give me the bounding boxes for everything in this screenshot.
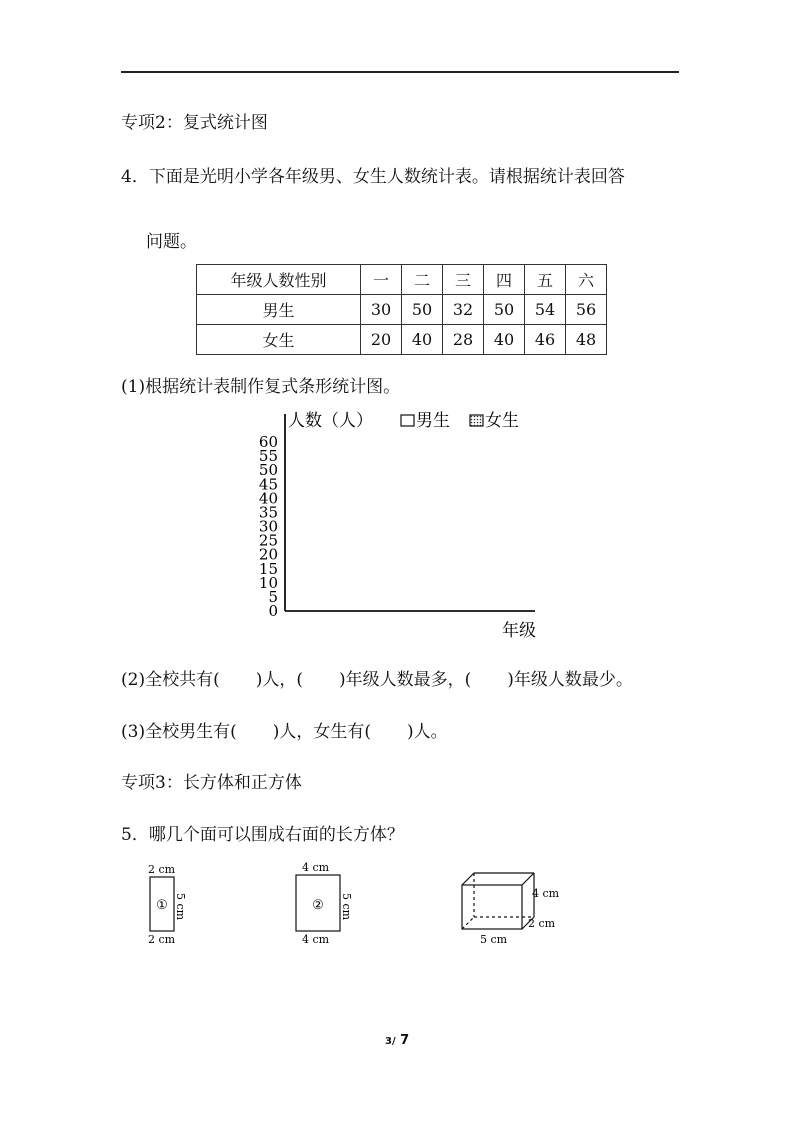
y-tick-label: 35 [258, 503, 278, 522]
fig2-side-label: 5 cm [340, 893, 353, 921]
y-tick-label: 25 [258, 531, 278, 550]
x-axis-label: 年级 [502, 621, 536, 641]
subquestion-3-part: )人，女生有( [272, 722, 371, 742]
y-tick-label: 55 [258, 447, 278, 466]
fig1-mark: ① [156, 898, 168, 913]
legend-label-boys: 男生 [416, 411, 450, 431]
question4-text-cont: 问题。 [146, 232, 197, 252]
fig2-top-label: 4 cm [302, 861, 330, 874]
question5-text: 5．哪几个面可以围成右面的长方体？ [121, 825, 404, 845]
table-header-label: 年级人数性别 [197, 265, 361, 295]
fig1-top-label: 2 cm [148, 863, 176, 876]
fig1-bottom-label: 2 cm [148, 933, 176, 946]
blank-bar-chart [230, 400, 560, 650]
y-tick-label: 20 [258, 545, 278, 564]
grade-header: 五 [525, 265, 566, 295]
y-tick-labels [259, 433, 278, 620]
fig1-side-label: 5 cm [174, 893, 187, 921]
face-figure-1 [148, 863, 187, 946]
row-label: 男生 [197, 295, 361, 325]
table-cell: 40 [402, 325, 443, 355]
grade-header: 四 [484, 265, 525, 295]
subquestion-3-part: (3)全校男生有( [121, 722, 237, 742]
y-tick-label: 15 [258, 559, 278, 578]
table-row [197, 325, 607, 355]
y-tick-label: 50 [258, 461, 278, 480]
legend-swatch-girls [470, 415, 483, 426]
table-cell: 46 [525, 325, 566, 355]
grade-header: 三 [443, 265, 484, 295]
subquestion-3 [121, 717, 448, 742]
cuboid-length-label: 5 cm [480, 933, 508, 946]
y-tick-label: 30 [258, 517, 278, 536]
question4-text: 4．下面是光明小学各年级男、女生人数统计表。请根据统计表回答 [121, 167, 625, 187]
subquestion-2-part: )年级人数最少。 [507, 670, 633, 690]
y-tick-label: 60 [258, 433, 278, 451]
subquestion-3-part: )人。 [406, 722, 448, 742]
section3-title: 专项3：长方体和正方体 [121, 773, 302, 793]
top-rule [121, 71, 679, 73]
page-number [385, 1033, 409, 1048]
subquestion-2-part: )年级人数最多，( [338, 670, 472, 690]
fig2-mark: ② [312, 898, 324, 913]
table-cell: 54 [525, 295, 566, 325]
row-label: 女生 [197, 325, 361, 355]
legend-label-girls: 女生 [485, 411, 519, 431]
table-cell: 32 [443, 295, 484, 325]
face-figure-2 [296, 861, 353, 946]
grade-header: 一 [361, 265, 402, 295]
y-axis-label: 人数（人） [288, 411, 373, 431]
subquestion-2 [121, 665, 633, 690]
question5-figures [130, 855, 580, 955]
table-cell: 50 [484, 295, 525, 325]
stats-table [196, 264, 607, 355]
subquestion-2-part: (2)全校共有( [121, 670, 220, 690]
y-tick-label: 0 [268, 602, 278, 620]
table-header-row [197, 265, 607, 295]
table-cell: 28 [443, 325, 484, 355]
y-tick-label: 40 [258, 489, 278, 508]
cuboid-depth-label: 2 cm [528, 917, 556, 930]
cuboid-front-face [462, 885, 522, 929]
table-cell: 20 [361, 325, 402, 355]
grade-header: 六 [566, 265, 607, 295]
cuboid-edge [522, 873, 534, 885]
legend-swatch-boys [401, 415, 414, 426]
y-tick-label: 5 [268, 587, 278, 606]
y-tick-label: 45 [258, 475, 278, 494]
y-tick-label: 10 [258, 573, 278, 592]
fig2-bottom-label: 4 cm [302, 933, 330, 946]
page-current: 3 [385, 1036, 392, 1047]
cuboid-hidden-edge [462, 917, 474, 929]
table-row [197, 295, 607, 325]
table-cell: 50 [402, 295, 443, 325]
table-cell: 30 [361, 295, 402, 325]
cuboid-height-label: 4 cm [532, 887, 560, 900]
page-total: 7 [400, 1033, 410, 1048]
cuboid-edge [462, 873, 474, 885]
page-separator: / [391, 1036, 396, 1047]
table-cell: 48 [566, 325, 607, 355]
subquestion-2-part: )人，( [255, 670, 303, 690]
cuboid-figure [462, 873, 534, 929]
subquestion-1: (1)根据统计表制作复式条形统计图。 [121, 377, 401, 397]
table-cell: 56 [566, 295, 607, 325]
table-cell: 40 [484, 325, 525, 355]
section2-title: 专项2：复式统计图 [121, 113, 268, 133]
grade-header: 二 [402, 265, 443, 295]
